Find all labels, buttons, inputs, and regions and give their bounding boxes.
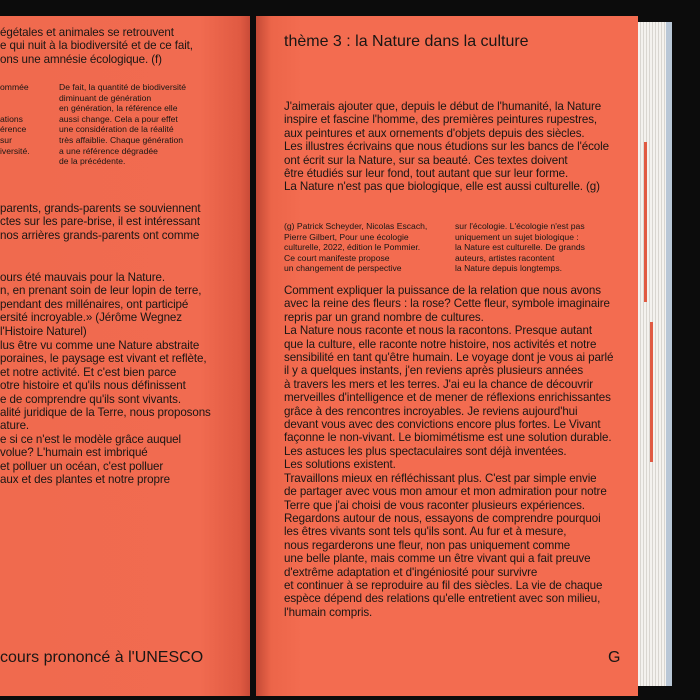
text-line: et continuer à se reproduire au fil des siècles. La vie de chaque: [284, 578, 603, 592]
left-top-paragraph: [0, 26, 193, 66]
text-line: e de comprendre qu'ils sont vivants.: [0, 392, 181, 406]
text-line: de partager avec vous mon amour et mon admiration pour notre: [284, 485, 607, 499]
intro-paragraph: [284, 100, 609, 194]
footnote-g-col2: [455, 221, 585, 274]
text-line: La Nature nous raconte et nous la racontons. Presque autant: [284, 324, 592, 338]
text-line: parents, grands-parents se souviennent: [0, 202, 201, 215]
text-line: que la culture, elle raconte notre histoire, nos activités et notre: [284, 337, 597, 351]
text-line: une belle plante, mais comme un être vivant qui a fait preuve: [284, 552, 591, 566]
text-line: [0, 103, 30, 114]
text-line: Les solutions existent.: [284, 458, 396, 472]
text-line: uniquement un sujet biologique :: [455, 231, 579, 242]
text-line: poraines, le paysage est vivant et reflète,: [0, 352, 207, 366]
left-paragraph-3: [0, 271, 201, 338]
left-paragraph-2: [0, 202, 201, 242]
text-line: Les illustres écrivains que nous étudions sur les bancs de l'école: [284, 140, 609, 154]
page-edges: [638, 22, 672, 686]
text-line: culturelle, 2022, édition le Pommier.: [284, 242, 421, 253]
page-folio: G: [608, 649, 621, 666]
text-line: aux et des plantes et notre propre: [0, 473, 170, 487]
text-line: iversité.: [0, 145, 30, 156]
left-page: [0, 16, 250, 696]
text-line: Terre que j'ai choisi de vous raconter plusieurs expériences.: [284, 498, 585, 512]
text-line: les êtres vivants sont tels qu'ils sont. Au fur et à mesure,: [284, 525, 567, 539]
text-line: aux peintures et aux ornements d'objets depuis des siècles.: [284, 126, 585, 140]
text-line: ont écrit sur la Nature, sur sa beauté. Ces textes doivent: [284, 153, 568, 167]
text-line: ours été mauvais pour la Nature.: [0, 271, 165, 284]
text-line: la Nature depuis longtemps.: [455, 263, 563, 274]
text-line: il y a quelques instants, j'en reviens après plusieurs années: [284, 364, 584, 378]
text-line: e qui nuit à la biodiversité et de ce fait,: [0, 39, 193, 53]
text-line: ations: [0, 113, 23, 124]
text-line: Les astuces les plus spectaculaires sont déjà inventées.: [284, 444, 567, 458]
text-line: merveilles d'intelligence et de mener de réflexions enrichissantes: [284, 391, 611, 405]
text-line: à travers les mers et les terres. J'ai eu la chance de découvrir: [284, 377, 593, 391]
text-line: sur: [0, 134, 12, 145]
text-line: Comment expliquer la puissance de la relation que nous avons: [284, 284, 601, 297]
chapter-title: thème 3 : la Nature dans la culture: [284, 33, 529, 50]
text-line: l'humain compris.: [284, 605, 373, 619]
text-line: érence: [0, 124, 27, 135]
text-line: otre histoire et qu'ils nous définissent: [0, 379, 186, 393]
text-line: façonne le non-vivant. Le biomimétisme est une solution durable.: [284, 431, 612, 445]
text-line: (g) Patrick Scheyder, Nicolas Escach,: [284, 221, 428, 231]
text-line: devant vous avec des convictions encore plus fortes. Le Vivant: [284, 418, 601, 432]
edge-mark: [644, 142, 647, 302]
text-line: volue? L'humain est imbriqué: [0, 446, 148, 460]
text-line: une considération de la réalité: [59, 124, 174, 135]
text-line: n, en prenant soin de leur lopin de terre,: [0, 284, 202, 298]
text-line: ons une amnésie écologique. (f): [0, 52, 162, 66]
text-line: e si ce n'est le modèle grâce auquel: [0, 433, 182, 446]
text-line: en génération, la référence elle: [59, 103, 178, 114]
text-line: ctes sur les pare-brise, il est intéressant: [0, 215, 200, 229]
text-line: inspire et fascine l'homme, des premières peintures rupestres,: [284, 113, 598, 127]
text-line: ature.: [0, 419, 30, 433]
text-line: d'extrême adaptation et d'ingéniosité pour survivre: [284, 565, 538, 579]
text-line: avec la reine des fleurs : la rose? Cette fleur, symbole imaginaire: [284, 297, 610, 311]
text-line: diminuant de génération: [59, 92, 152, 103]
text-line: nous regarderons une fleur, non pas uniquement comme: [284, 538, 571, 552]
text-line: nos arrières grands-parents ont comme: [0, 228, 200, 242]
text-line: pendant des millénaires, ont participé: [0, 297, 189, 311]
left-paragraph-4: [0, 339, 211, 433]
text-line: et notre activité. Et c'est bien parce: [0, 365, 177, 379]
text-line: La Nature n'est pas que biologique, elle est aussi culturelle. (g): [284, 180, 600, 194]
text-line: très affaiblie. Chaque génération: [59, 134, 184, 145]
text-line: Pierre Gilbert, Pour une écologie: [284, 231, 409, 242]
text-line: Regardons autour de nous, essayons de comprendre pourquoi: [284, 511, 601, 525]
text-line: aussi change. Cela a pour effet: [59, 113, 178, 124]
text-line: De fait, la quantité de biodiversité: [59, 82, 187, 92]
text-line: a une référence dégradée: [59, 145, 158, 156]
left-margin-column: [0, 82, 30, 156]
text-line: ersité incroyable.» (Jérôme Wegnez: [0, 311, 182, 325]
body-text: [284, 284, 613, 619]
text-line: Ce court manifeste propose: [284, 252, 390, 263]
running-footer: cours prononcé à l'UNESCO: [0, 649, 204, 666]
text-line: sensibilité en tant qu'être humain. Le voyage dont je vous ai parlé: [284, 351, 614, 365]
text-line: égétales et animales se retrouvent: [0, 26, 174, 39]
text-line: grâce à des rencontres incroyables. Je reviens aujourd'hui: [284, 404, 578, 418]
text-line: de la précédente.: [59, 156, 126, 167]
text-line: Travaillons mieux en réfléchissant plus. C'est par simple envie: [284, 471, 597, 485]
text-line: et polluer un océan, c'est polluer: [0, 459, 164, 473]
footnote-g-col1: [284, 221, 427, 274]
text-line: auteurs, artistes racontent: [455, 252, 555, 263]
edge-mark: [650, 322, 653, 462]
text-line: espèce dépend des relations qu'elle entretient avec son milieu,: [284, 592, 601, 606]
footnote-f: [59, 82, 186, 167]
text-line: alité juridique de la Terre, nous proposons: [0, 406, 211, 420]
right-page: [256, 16, 638, 696]
left-paragraph-5: [0, 433, 181, 487]
text-line: un changement de perspective: [284, 263, 402, 274]
book-spine: [666, 22, 672, 686]
text-line: l'Histoire Naturel): [0, 324, 87, 338]
text-line: ommée: [0, 82, 29, 92]
text-line: lus être vu comme une Nature abstraite: [0, 339, 200, 352]
text-line: [0, 93, 30, 104]
text-line: être étudiés sur leur fond, tout autant que sur leur forme.: [284, 167, 569, 181]
text-line: repris par un grand nombre de cultures.: [284, 310, 484, 324]
text-line: sur l'écologie. L'écologie n'est pas: [455, 221, 585, 231]
text-line: J'aimerais ajouter que, depuis le début de l'humanité, la Nature: [284, 100, 602, 113]
text-line: la Nature est culturelle. De grands: [455, 242, 585, 253]
